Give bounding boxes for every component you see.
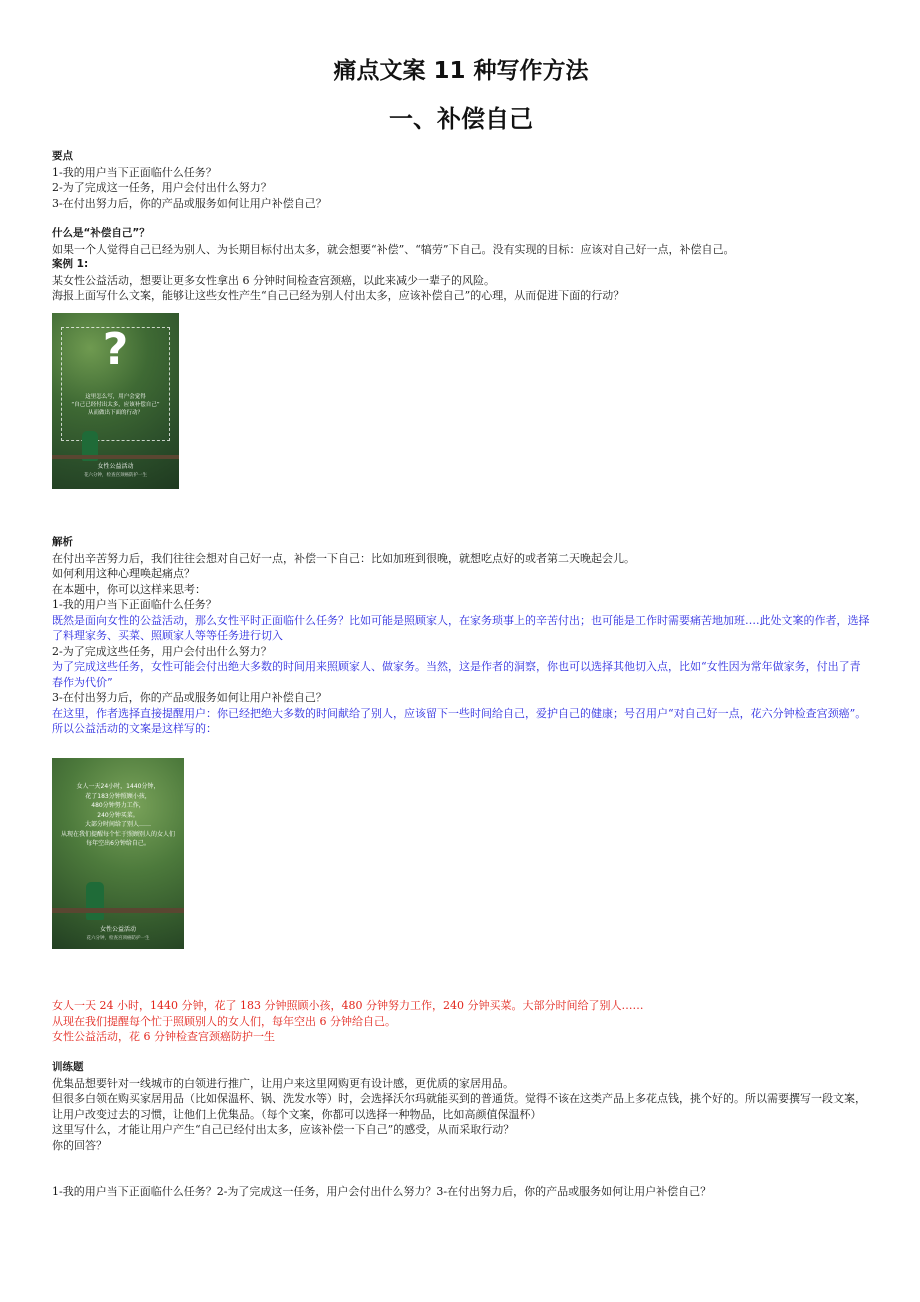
analysis-a3b: 所以公益活动的文案是这样写的：	[52, 722, 217, 735]
red-copy-line-2: 从现在我们提醒每个忙于照顾别人的女人们，每年空出 6 分钟给自己。	[52, 1014, 396, 1028]
poster2-line: 花了183分钟照顾小孩，	[85, 792, 151, 800]
poster2-line: 大部分时间给了别人……	[84, 821, 151, 828]
what-is-heading: 什么是“补偿自己”？	[52, 227, 150, 239]
poster2-copy	[56, 782, 180, 849]
red-copy-line-1: 女人一天 24 小时，1440 分钟，花了 183 分钟照顾小孩，480 分钟努力工作，240 分钟买菜。大部分时间给了别人……	[52, 999, 644, 1012]
red-copy	[52, 998, 870, 1045]
key-point-2: 2-为了完成这一任务，用户会付出什么努力？	[52, 181, 272, 194]
analysis-intro-3: 在本题中，你可以这样来思考：	[52, 582, 206, 596]
page-title: 痛点文案 11 种写作方法	[333, 58, 589, 84]
question-mark-icon: ?	[102, 324, 129, 375]
case-heading: 案例 1:	[52, 258, 89, 270]
railing	[52, 908, 184, 913]
poster-caption-line: 这里怎么写，用户会觉得	[85, 394, 146, 400]
analysis-q1: 1-我的用户当下正面临什么任务？	[52, 598, 217, 611]
poster-caption-line: 从而做出下面的行动？	[87, 410, 143, 416]
analysis-a2: 为了完成这些任务，女性可能会付出绝大多数的时间用来照顾家人、做家务。当然，这是作者的洞察，你也可以选择其他切入点，比如“女性因为常年做家务，付出了青春作为代价”	[52, 660, 861, 689]
woman-figure	[86, 882, 104, 920]
poster-caption-line: “自己已经付出太多，应该补偿自己”	[71, 402, 160, 408]
poster2-line: 女人一天24小时，1440分钟，	[76, 783, 160, 790]
exercise-line-2: 但很多白领在购买家居用品（比如保温杯、锅、洗发水等）时，会选择沃尔玛就能买到的普通货。觉得不该在这类产品上多花点钱，挑个好的。所以需要撰写一段文案，让用户改变过去的习惯，让他们上优集品。（每个文案，你都可以选择一种物品，比如高颜值保温杯）	[52, 1092, 866, 1121]
poster2-footer-sub: 花六分钟，检查宫颈癌防护一生	[86, 936, 150, 941]
case-line-1: 某女性公益活动，想要让更多女性拿出 6 分钟时间检查宫颈癌，以此来减少一辈子的风险。	[52, 273, 495, 287]
analysis-heading: 解析	[52, 536, 73, 548]
analysis-q3: 3-在付出努力后，你的产品或服务如何让用户补偿自己？	[52, 691, 327, 704]
exercise-line-4: 你的回答？	[52, 1138, 107, 1152]
exercise-line-3: 这里写什么，才能让用户产生“自己已经付出太多，应该补偿一下自己”的感受，从而采取行动？	[52, 1123, 515, 1136]
railing	[52, 455, 179, 459]
poster2-line: 每年空出6分钟给自己。	[86, 840, 150, 847]
key-point-1: 1-我的用户当下正面临什么任务？	[52, 165, 217, 179]
exercise-heading: 训练题	[52, 1061, 84, 1073]
key-point-3: 3-在付出努力后，你的产品或服务如何让用户补偿自己？	[52, 196, 327, 210]
what-is-text: 如果一个人觉得自己已经为别人、为长期目标付出太多，就会想要“补偿”、“犒劳”下自己。没有实现的目标：应该对自己好一点，补偿自己。	[52, 242, 735, 256]
exercise-bottom: 1-我的用户当下正面临什么任务？2-为了完成这一任务，用户会付出什么努力？3-在付出努力后，你的产品或服务如何让用户补偿自己？	[52, 1185, 712, 1198]
section-title: 一、补偿自己	[389, 105, 533, 133]
key-points-heading: 要点	[52, 150, 73, 162]
what-is-section	[52, 226, 870, 304]
key-points	[52, 149, 870, 211]
poster2-footer: 女性公益活动	[99, 926, 136, 933]
analysis-section	[52, 535, 870, 737]
exercise-section	[52, 1060, 870, 1153]
exercise-line-1: 优集品想要针对一线城市的白领进行推广，让用户来这里网购更有设计感，更优质的家居用品。	[52, 1076, 514, 1090]
poster-image-question	[52, 313, 179, 489]
poster2-line: 从现在我们提醒每个忙于照顾别人的女人们	[60, 830, 175, 838]
analysis-a3: 在这里，作者选择直接提醒用户：你已经把绝大多数的时间献给了别人，应该留下一些时间给自己，爱护自己的健康；号召用户“对自己好一点，花六分钟检查宫颈癌”。	[52, 706, 867, 720]
case-line-2: 海报上面写什么文案，能够让这些女性产生“自己已经为别人付出太多，应该补偿自己”的心理，从而促进下面的行动？	[52, 289, 625, 302]
analysis-a1: 既然是面向女性的公益活动，那么女性平时正面临什么任务？比如可能是照顾家人，在家务琐事上的辛苦付出；也可能是工作时需要痛苦地加班….此处文案的作者，选择了料理家务、买菜、照顾家人等等任务进行切入	[52, 613, 870, 642]
poster2-line: 240分钟买菜。	[97, 811, 139, 819]
poster2-line: 480分钟努力工作，	[91, 802, 145, 809]
analysis-intro-1: 在付出辛苦努力后，我们往往会想对自己好一点，补偿一下自己：比如加班到很晚，就想吃点好的或者第二天晚起会儿。	[52, 551, 635, 565]
red-copy-line-3: 女性公益活动，花 6 分钟检查宫颈癌防护一生	[52, 1030, 275, 1043]
analysis-intro-2: 如何利用这种心理唤起痛点？	[52, 567, 195, 580]
poster-footer-sub: 花六分钟，检查宫颈癌防护一生	[84, 473, 147, 478]
poster-caption	[58, 393, 173, 417]
analysis-q2: 2-为了完成这些任务，用户会付出什么努力？	[52, 644, 272, 658]
poster-footer: 女性公益活动	[97, 463, 134, 470]
poster-image-answer	[52, 758, 184, 949]
